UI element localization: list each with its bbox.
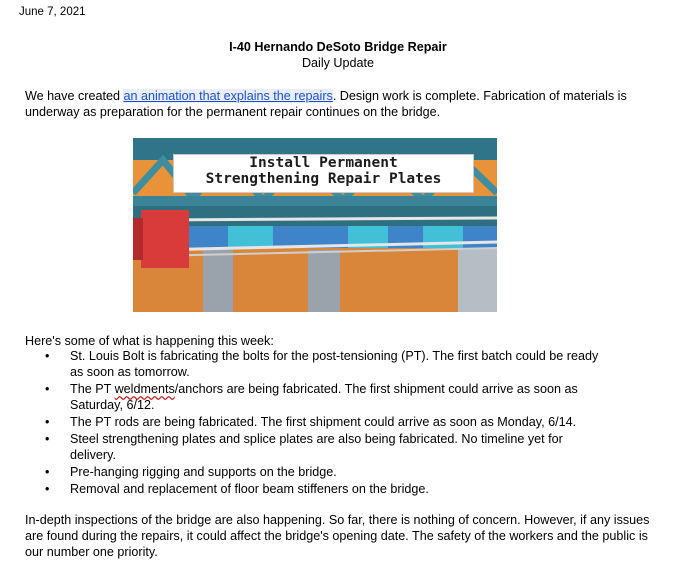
caption-line-1: Install Permanent — [249, 155, 398, 171]
pt-rod-1 — [153, 218, 497, 220]
bullets-lead: Here's some of what is happening this week: — [25, 334, 274, 348]
intro-text-after: . Design work is complete. Fabrication of materials is underway as preparation for the permanent repair continues on the bridge. — [25, 89, 627, 119]
list-item — [45, 431, 605, 463]
list-item — [45, 464, 605, 480]
animation-link[interactable]: an animation that explains the repairs — [123, 89, 333, 103]
intro-paragraph — [25, 88, 665, 120]
list-item — [45, 381, 605, 413]
bullet-icon: • — [45, 349, 50, 363]
bullet-icon: • — [45, 382, 50, 396]
bullet-icon: • — [45, 482, 50, 496]
list-item-text-pre: The PT — [70, 382, 115, 396]
repair-plate-anchor — [141, 210, 189, 268]
document-title-block — [0, 39, 676, 71]
list-item-text: Steel strengthening plates and splice plates are also being fabricated. No timeline yet for delivery. — [70, 432, 563, 462]
caption-line-2: Strengthening Repair Plates — [205, 171, 442, 187]
closing-paragraph: In-depth inspections of the bridge are also happening. So far, there is nothing of concern. However, if any issues are found during the repairs, it could affect the bridge's opening date. The safety of the workers and the public is our number one priority. — [25, 513, 650, 559]
list-item-text-post: /anchors are being fabricated. The first shipment could arrive as soon as Saturday, 6/12. — [70, 382, 578, 412]
spellcheck-flagged-word: weldments — [114, 382, 175, 396]
bullet-icon: • — [45, 415, 50, 429]
list-item — [45, 481, 605, 497]
pier-middle — [308, 250, 340, 312]
anchor-bracket — [133, 218, 143, 260]
intro-text-before: We have created — [25, 89, 124, 103]
list-item-text: St. Louis Bolt is fabricating the bolts for the post-tensioning (PT). The first batch could be ready as soon as tomorrow. — [70, 349, 599, 379]
truss-lower-beam — [133, 196, 497, 206]
girder-panel-1 — [228, 226, 273, 248]
pier-left — [203, 250, 233, 312]
document-subtitle: Daily Update — [301, 56, 375, 70]
list-item — [45, 414, 605, 430]
list-item-text: The PT rods are being fabricated. The first shipment could arrive as soon as Monday, 6/14. — [70, 415, 577, 429]
list-item — [45, 348, 605, 380]
document-date: June 7, 2021 — [19, 6, 86, 18]
pier-right — [458, 242, 497, 312]
weekly-activity-list — [45, 348, 605, 498]
animation-caption-box — [173, 154, 474, 193]
bullet-icon: • — [45, 465, 50, 479]
bullet-icon: • — [45, 432, 50, 446]
list-item-text: Pre-hanging rigging and supports on the bridge. — [70, 465, 337, 479]
bridge-animation-still — [133, 138, 497, 312]
list-item-text: Removal and replacement of floor beam stiffeners on the bridge. — [70, 482, 429, 496]
document-title: I-40 Hernando DeSoto Bridge Repair — [229, 40, 447, 54]
